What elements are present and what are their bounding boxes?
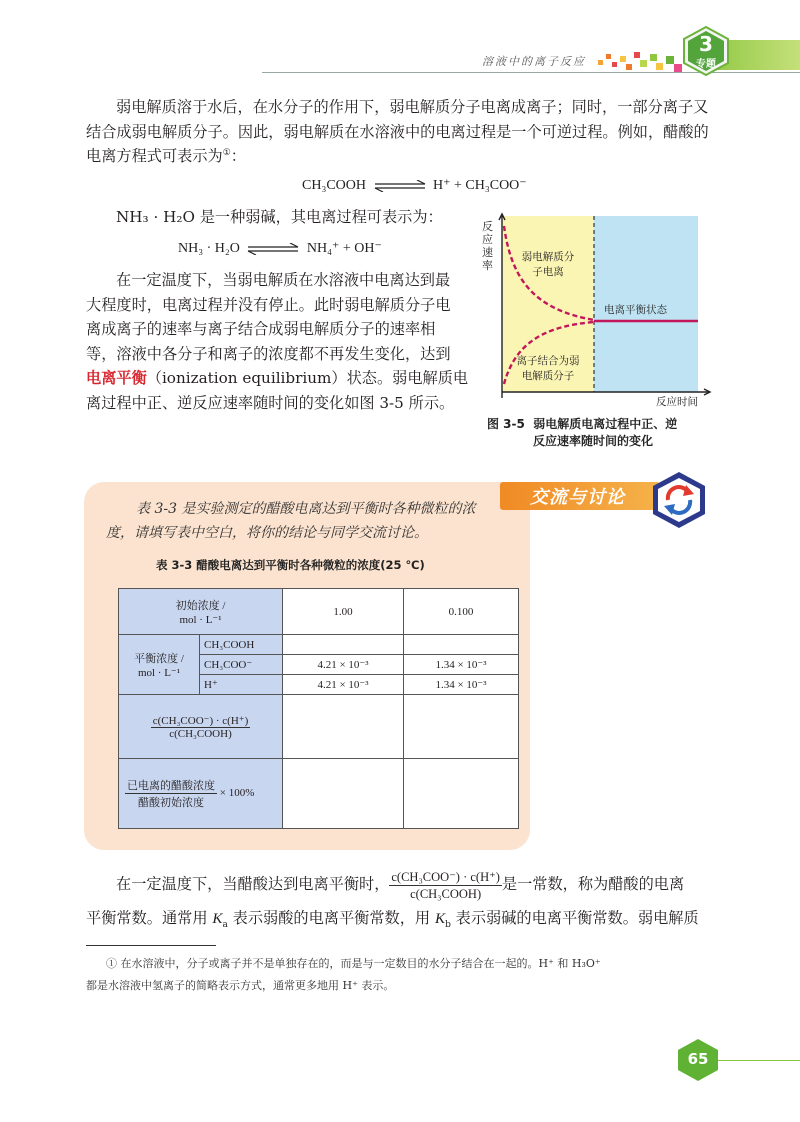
para2-text: NH₃ · H₂O 是一种弱碱，其电离过程可表示为：	[116, 208, 443, 226]
col-header-1: 1.00	[283, 589, 404, 635]
running-title: 溶液中的离子反应	[482, 55, 586, 68]
paragraph-3	[86, 268, 476, 415]
table-cell-blank[interactable]	[404, 695, 519, 759]
para3-line: 大程度时，电离过程并没有停止。此时弱电解质分子电	[86, 295, 451, 314]
equation-ammonia	[178, 240, 382, 257]
caption-number: 图 3-5	[487, 417, 525, 431]
paragraph-1	[86, 95, 726, 169]
species-row: CH₃COOH	[200, 635, 283, 655]
table-cell: 1.34 × 10⁻³	[404, 675, 519, 695]
footnote-line1: ① 在水溶液中，分子或离子并不是单独存在的，而是与一定数目的水分子结合在一起的。H⁺ 和 H₃O⁺	[106, 957, 601, 970]
col-header-2: 0.100	[404, 589, 519, 635]
table-cell-blank[interactable]	[404, 759, 519, 829]
species-row: H⁺	[200, 675, 283, 695]
caption-line2: 反应速率随时间的变化	[533, 434, 654, 448]
decorative-squares	[598, 50, 688, 72]
para1-line1: 弱电解质溶于水后，在水分子的作用下，弱电解质分子电离成离子；同时，一部分离子又	[116, 98, 709, 116]
initial-conc-header: 初始浓度 / mol · L⁻¹	[119, 589, 283, 635]
para4-line1: 在一定温度下，当醋酸达到电离平衡时， $\frac{\text{c(CH₃COO⁻) · c(H⁺)}}{\text{c(CH₃COOH)}}$ 是一常数，称为醋酸的电离	[116, 869, 685, 901]
table-title: 表 3-3 醋酸电离达到平衡时各种微粒的浓度(25 ℃)	[156, 558, 425, 572]
upper-curve-label: 弱电解质分子电离	[521, 251, 575, 278]
footnote	[86, 953, 736, 997]
table-cell-blank[interactable]	[283, 635, 404, 655]
page-number: 65	[687, 1050, 709, 1068]
degree-fraction: $\frac{\text{已电离的醋酸浓度}}{\text{醋酸初始浓度}}$	[125, 777, 217, 810]
ka-expression: $\frac{\text{c(CH₃COO⁻) · c(H⁺)}}{\text{c(CH₃COOH)}}$	[391, 869, 500, 901]
table-cell: 1.34 × 10⁻³	[404, 655, 519, 675]
table-3-3	[118, 588, 519, 829]
para4-line2: 平衡常数。通常用 $K_a$ 表示弱酸的电离平衡常数，用 $K_b$ 表示弱碱的电离平衡常数。弱电解质	[86, 909, 699, 931]
equilibrium-conc-header: 平衡浓度 / mol · L⁻¹	[119, 635, 200, 695]
ratio-row-header	[119, 695, 283, 759]
concentration-table	[118, 588, 519, 829]
table-cell-blank[interactable]	[404, 635, 519, 655]
footnote-line2: 都是水溶液中氢离子的简略表示方式，通常更多地用 H⁺ 表示。	[86, 979, 395, 992]
table-cell-blank[interactable]	[283, 759, 404, 829]
page-number-band	[718, 1060, 800, 1061]
page-number-badge	[676, 1038, 720, 1082]
ratio-fraction: $\frac{\text{c(CH₃COO⁻) · c(H⁺)}}{\text{c(CH₃COOH)}}$	[152, 714, 249, 740]
equilibrium-label: 电离平衡状态	[604, 304, 667, 316]
intro-line1: 表 3-3 是实验测定的醋酸电离达到平衡时各种微粒的浓	[136, 501, 476, 517]
reversible-arrow-icon	[246, 243, 300, 255]
intro-line2: 度，请填写表中空白，将你的结论与同学交流讨论。	[106, 525, 428, 541]
discussion-banner: 交流与讨论	[530, 487, 625, 508]
paragraph-2	[116, 205, 476, 230]
eq2-left: NH₃ · H₂O	[178, 241, 240, 256]
x-axis-label: 反应时间	[656, 396, 698, 408]
lower-curve-label: 离子结合为弱电解质分子	[516, 355, 580, 382]
figure-caption: 图 3-5 弱电解质电离过程中正、逆 反应速率随时间的变化	[487, 417, 678, 448]
para3-line: 电离平衡（ionization equilibrium）状态。弱电解质电	[86, 369, 469, 387]
discussion-intro	[106, 497, 506, 545]
table-cell: 4.21 × 10⁻³	[283, 675, 404, 695]
key-term: 电离平衡	[86, 369, 147, 387]
y-axis-label: 反应速率	[482, 220, 493, 272]
chapter-badge	[682, 26, 730, 76]
para1-line2: 结合成弱电解质分子。因此，弱电解质在水溶液中的电离过程是一个可逆过程。例如，醋酸的	[86, 122, 709, 141]
figure-3-5	[478, 212, 718, 412]
eq1-left: CH₃COOH	[302, 178, 366, 193]
para3-line: 离成离子的速率与离子结合成弱电解质分子的速率相	[86, 320, 436, 338]
badge-number: 3	[699, 32, 713, 56]
para3-line: 在一定温度下，当弱电解质在水溶液中电离达到最	[116, 271, 451, 289]
footnote-rule	[86, 945, 216, 946]
table-cell-blank[interactable]	[283, 695, 404, 759]
para1-line3: 电离方程式可表示为①：	[86, 147, 246, 165]
paragraph-4	[86, 864, 736, 932]
table-cell: 4.21 × 10⁻³	[283, 655, 404, 675]
para3-line: 等，溶液中各分子和离子的浓度都不再发生变化，达到	[86, 344, 451, 363]
para3-line: 离过程中正、逆反应速率随时间的变化如图 3-5 所示。	[86, 393, 455, 412]
degree-row-header: $\frac{\text{已电离的醋酸浓度}}{\text{醋酸初始浓度}}$ × 100%	[119, 759, 283, 829]
exchange-icon	[650, 470, 708, 530]
reversible-arrow-icon	[373, 180, 427, 192]
eq2-right: NH₄⁺ + OH⁻	[306, 241, 382, 256]
footnote-marker[interactable]: ①	[222, 147, 231, 158]
species-row: CH₃COO⁻	[200, 655, 283, 675]
equation-acetic-acid	[302, 177, 527, 194]
badge-label: 专题	[696, 59, 716, 70]
eq1-right: H⁺ + CH₃COO⁻	[433, 178, 527, 193]
